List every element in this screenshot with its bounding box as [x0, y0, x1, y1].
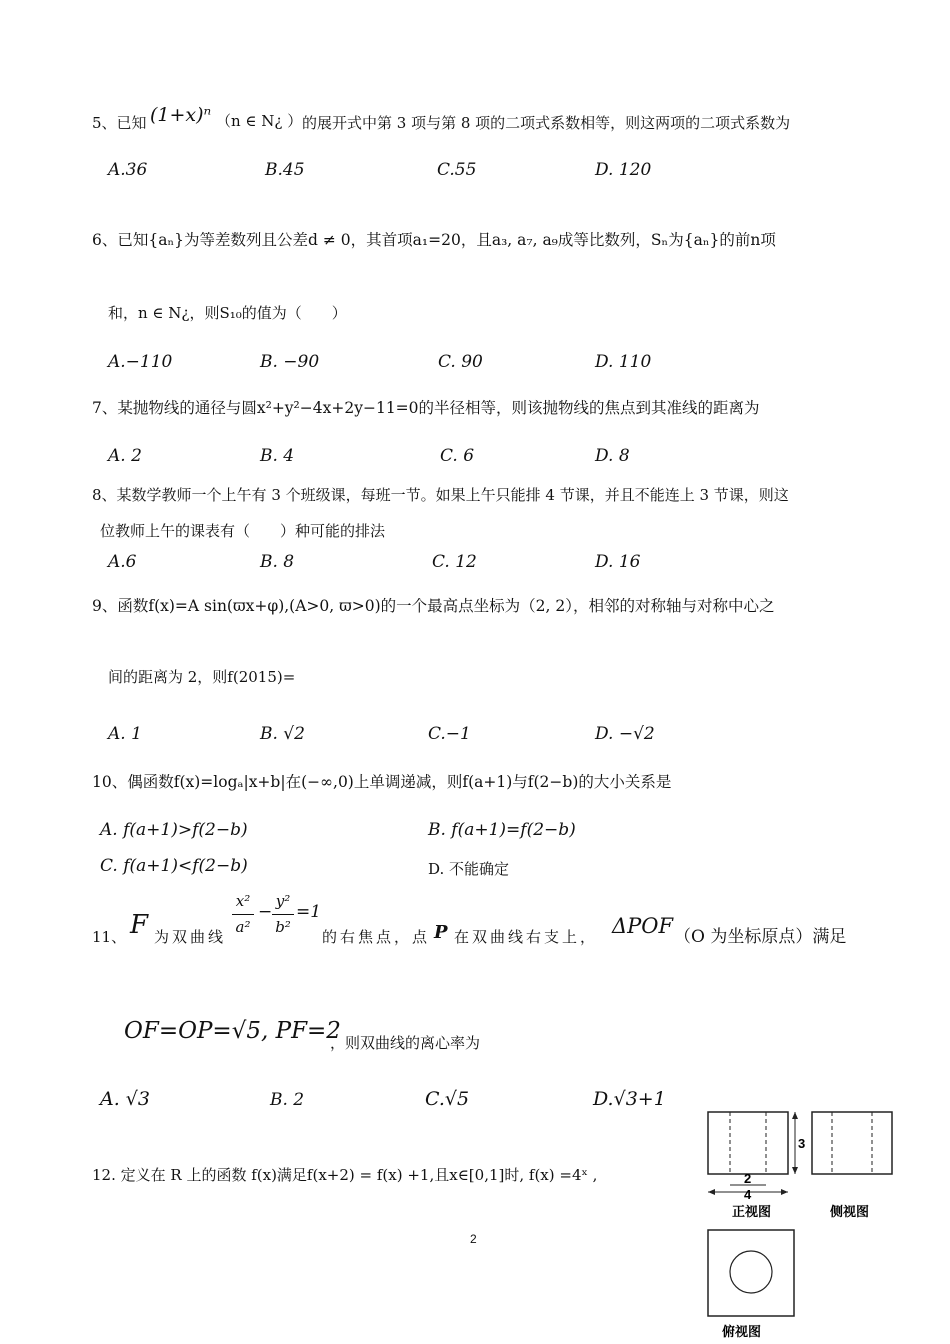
- q9-option-a: A. 1: [108, 724, 142, 744]
- q10-stem: 10、偶函数f(x)=logₐ|x+b|在(−∞,0)上单调递减，则f(a+1)与f(2−b)的大小关系是: [92, 773, 672, 791]
- q11-option-b: B. 2: [270, 1090, 305, 1110]
- q11-text-origin: （O 为坐标原点）满足: [674, 927, 847, 947]
- q7-option-d: D. 8: [595, 446, 630, 466]
- q11-equals-one: =1: [296, 902, 322, 922]
- q5-expression: (1+x)ⁿ: [150, 104, 212, 126]
- q11-frac2-bar: [272, 914, 294, 915]
- q9-line2: 间的距离为 2，则f(2015)=: [108, 668, 296, 686]
- q11-text-eccentricity: ，则双曲线的离心率为: [330, 1034, 481, 1052]
- q5-condition: （n ∈ N¿ ）: [216, 112, 303, 130]
- q6-option-a: A.−110: [108, 352, 173, 372]
- q11-triangle: ΔPOF: [612, 914, 674, 938]
- q11-frac1-num: x²: [235, 892, 251, 910]
- q10-option-d: D. 不能确定: [428, 860, 510, 878]
- top-view-label: 俯视图: [722, 1324, 762, 1339]
- q11-frac2-num: y²: [275, 892, 291, 910]
- front-view-outline: [708, 1112, 788, 1174]
- q8-option-c: C. 12: [432, 552, 477, 572]
- side-view-outline: [812, 1112, 892, 1174]
- q6-option-b: B. −90: [260, 352, 320, 372]
- q8-option-a: A.6: [108, 552, 137, 572]
- q8-line2: 位教师上午的课表有（ ）种可能的排法: [100, 522, 386, 540]
- q11-p-symbol: P: [434, 922, 448, 943]
- front-view-label: 正视图: [732, 1204, 772, 1219]
- q11-text-hyperbola: 为双曲线: [154, 928, 227, 946]
- q8-option-d: D. 16: [595, 552, 641, 572]
- q5-option-c: C.55: [437, 160, 477, 180]
- q7-option-c: C. 6: [440, 446, 475, 466]
- dimension-inner: 2: [744, 1171, 752, 1186]
- q11-text-branch: 在双曲线右支上，: [454, 928, 599, 946]
- q11-frac2-den: b²: [275, 918, 291, 936]
- q11-f-symbol: F: [130, 910, 149, 940]
- three-view-figure: [700, 1100, 910, 1340]
- top-view-outline: [708, 1230, 794, 1316]
- q9-option-d: D. −√2: [595, 724, 655, 744]
- q5-option-d: D. 120: [595, 160, 652, 180]
- q11-frac1-den: a²: [235, 918, 251, 936]
- q11-option-c: C.√5: [425, 1088, 470, 1110]
- dimension-height: 3: [798, 1136, 806, 1151]
- q10-option-b: B. f(a+1)=f(2−b): [428, 820, 576, 840]
- q6-option-c: C. 90: [438, 352, 483, 372]
- q10-option-a: A. f(a+1)>f(2−b): [100, 820, 248, 840]
- q5-option-a: A.36: [108, 160, 148, 180]
- q11-minus: −: [258, 902, 273, 922]
- q11-condition-math: OF=OP=√5, PF=2: [124, 1018, 341, 1044]
- q9-line1: 9、函数f(x)=A sin(ϖx+φ),(A>0, ϖ>0)的一个最高点坐标为（2, 2），相邻的对称轴与对称中心之: [92, 597, 775, 615]
- dimension-width: 4: [744, 1187, 752, 1202]
- q6-line1: 6、已知{aₙ}为等差数列且公差d ≠ 0，其首项a₁=20，且a₃, a₇, a₉成等比数列，Sₙ为{aₙ}的前n项: [92, 231, 776, 249]
- q9-option-c: C.−1: [428, 724, 471, 744]
- page-number: 2: [470, 1232, 477, 1246]
- q9-option-b: B. √2: [260, 724, 305, 744]
- q11-number: 11、: [92, 928, 127, 946]
- q11-option-d: D.√3+1: [593, 1088, 666, 1110]
- q11-option-a: A. √3: [100, 1088, 150, 1110]
- top-view-circle: [730, 1251, 772, 1293]
- q5-stem: 的展开式中第 3 项与第 8 项的二项式系数相等，则这两项的二项式系数为: [302, 114, 791, 132]
- q5-option-b: B.45: [265, 160, 305, 180]
- q8-option-b: B. 8: [260, 552, 295, 572]
- q11-text-focus: 的右焦点，点: [322, 928, 431, 946]
- q6-option-d: D. 110: [595, 352, 652, 372]
- q7-option-b: B. 4: [260, 446, 295, 466]
- q10-option-c: C. f(a+1)<f(2−b): [100, 856, 248, 876]
- side-view-label: 侧视图: [830, 1204, 870, 1219]
- q8-line1: 8、某数学教师一个上午有 3 个班级课，每班一节。如果上午只能排 4 节课，并且不能连上 3 节课，则这: [92, 486, 789, 504]
- q6-line2: 和，n ∈ N¿，则S₁₀的值为（ ）: [108, 304, 347, 322]
- q11-frac1-bar: [232, 914, 254, 915]
- q7-option-a: A. 2: [108, 446, 142, 466]
- q5-prefix: 5、已知: [92, 114, 147, 132]
- q12-stem: 12. 定义在 R 上的函数 f(x)满足f(x+2) = f(x) +1,且x∈[0,1]时, f(x) =4ˣ ,: [92, 1166, 598, 1184]
- q7-stem: 7、某抛物线的通径与圆x²+y²−4x+2y−11=0的半径相等，则该抛物线的焦点到其准线的距离为: [92, 399, 760, 417]
- three-view-drawing: [700, 1100, 910, 1340]
